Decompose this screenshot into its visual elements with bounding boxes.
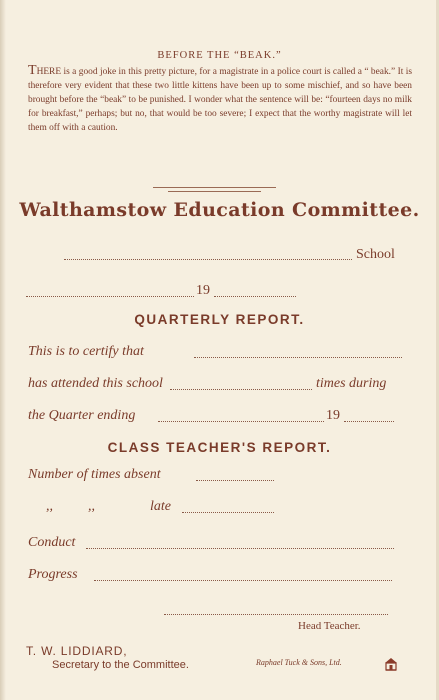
attendance-count-field[interactable] <box>170 389 312 390</box>
left-edge-shadow <box>0 0 6 700</box>
head-teacher-label: Head Teacher. <box>298 620 361 632</box>
conduct-field[interactable] <box>86 548 394 549</box>
attended-label: has attended this school <box>28 376 163 391</box>
quarter-ending-label: the Quarter ending <box>28 408 136 423</box>
quarter-year-field[interactable] <box>344 421 394 422</box>
certify-label: This is to certify that <box>28 344 144 359</box>
secretary-role: Secretary to the Committee. <box>52 659 189 671</box>
head-teacher-signature-field[interactable] <box>164 614 388 615</box>
year-field[interactable] <box>214 296 296 297</box>
quarterly-report-heading: QUARTERLY REPORT. <box>134 312 305 327</box>
progress-field[interactable] <box>94 580 392 581</box>
secretary-name: T. W. LIDDIARD, <box>26 644 128 658</box>
absent-count-field[interactable] <box>196 480 274 481</box>
date-field[interactable] <box>26 296 194 297</box>
year-prefix-2: 19 <box>326 408 340 423</box>
committee-title: Walthamstow Education Committee. <box>19 199 420 221</box>
year-prefix: 19 <box>196 283 210 298</box>
publisher-imprint: Raphael Tuck & Sons, Ltd. <box>256 658 342 667</box>
story-paragraph <box>28 64 412 135</box>
divider-rule <box>153 187 276 188</box>
school-name-field[interactable] <box>64 259 352 260</box>
times-during-label: times during <box>316 376 387 391</box>
publisher-logo-icon <box>383 656 399 672</box>
story-text: HERE is a good joke in this pretty picture, for a magistrate in a police court is called a “ beak.” It is therefore very evident that these two little kittens have been up to some mischief, and so have been brought before the “beak” to be punished. I wonder what the sentence will be: “fourteen days no milk for breakfast,” perhaps; but no, that would be too severe; I expect that the worthy magistrate will let them off with a caution. <box>28 67 412 133</box>
late-count-field[interactable] <box>182 512 274 513</box>
absent-label: Number of times absent <box>28 467 161 482</box>
story-title: BEFORE THE “BEAK.” <box>157 50 282 61</box>
conduct-label: Conduct <box>28 535 76 550</box>
progress-label: Progress <box>28 567 78 582</box>
divider-rule-short <box>168 191 261 192</box>
ditto-marks: ,, ,, <box>46 499 95 514</box>
pupil-name-field[interactable] <box>194 357 402 358</box>
quarter-ending-field[interactable] <box>158 421 324 422</box>
late-label: late <box>150 499 171 514</box>
drop-cap: T <box>28 63 37 78</box>
class-teacher-report-heading: CLASS TEACHER'S REPORT. <box>107 440 332 455</box>
school-label: School <box>356 247 395 262</box>
